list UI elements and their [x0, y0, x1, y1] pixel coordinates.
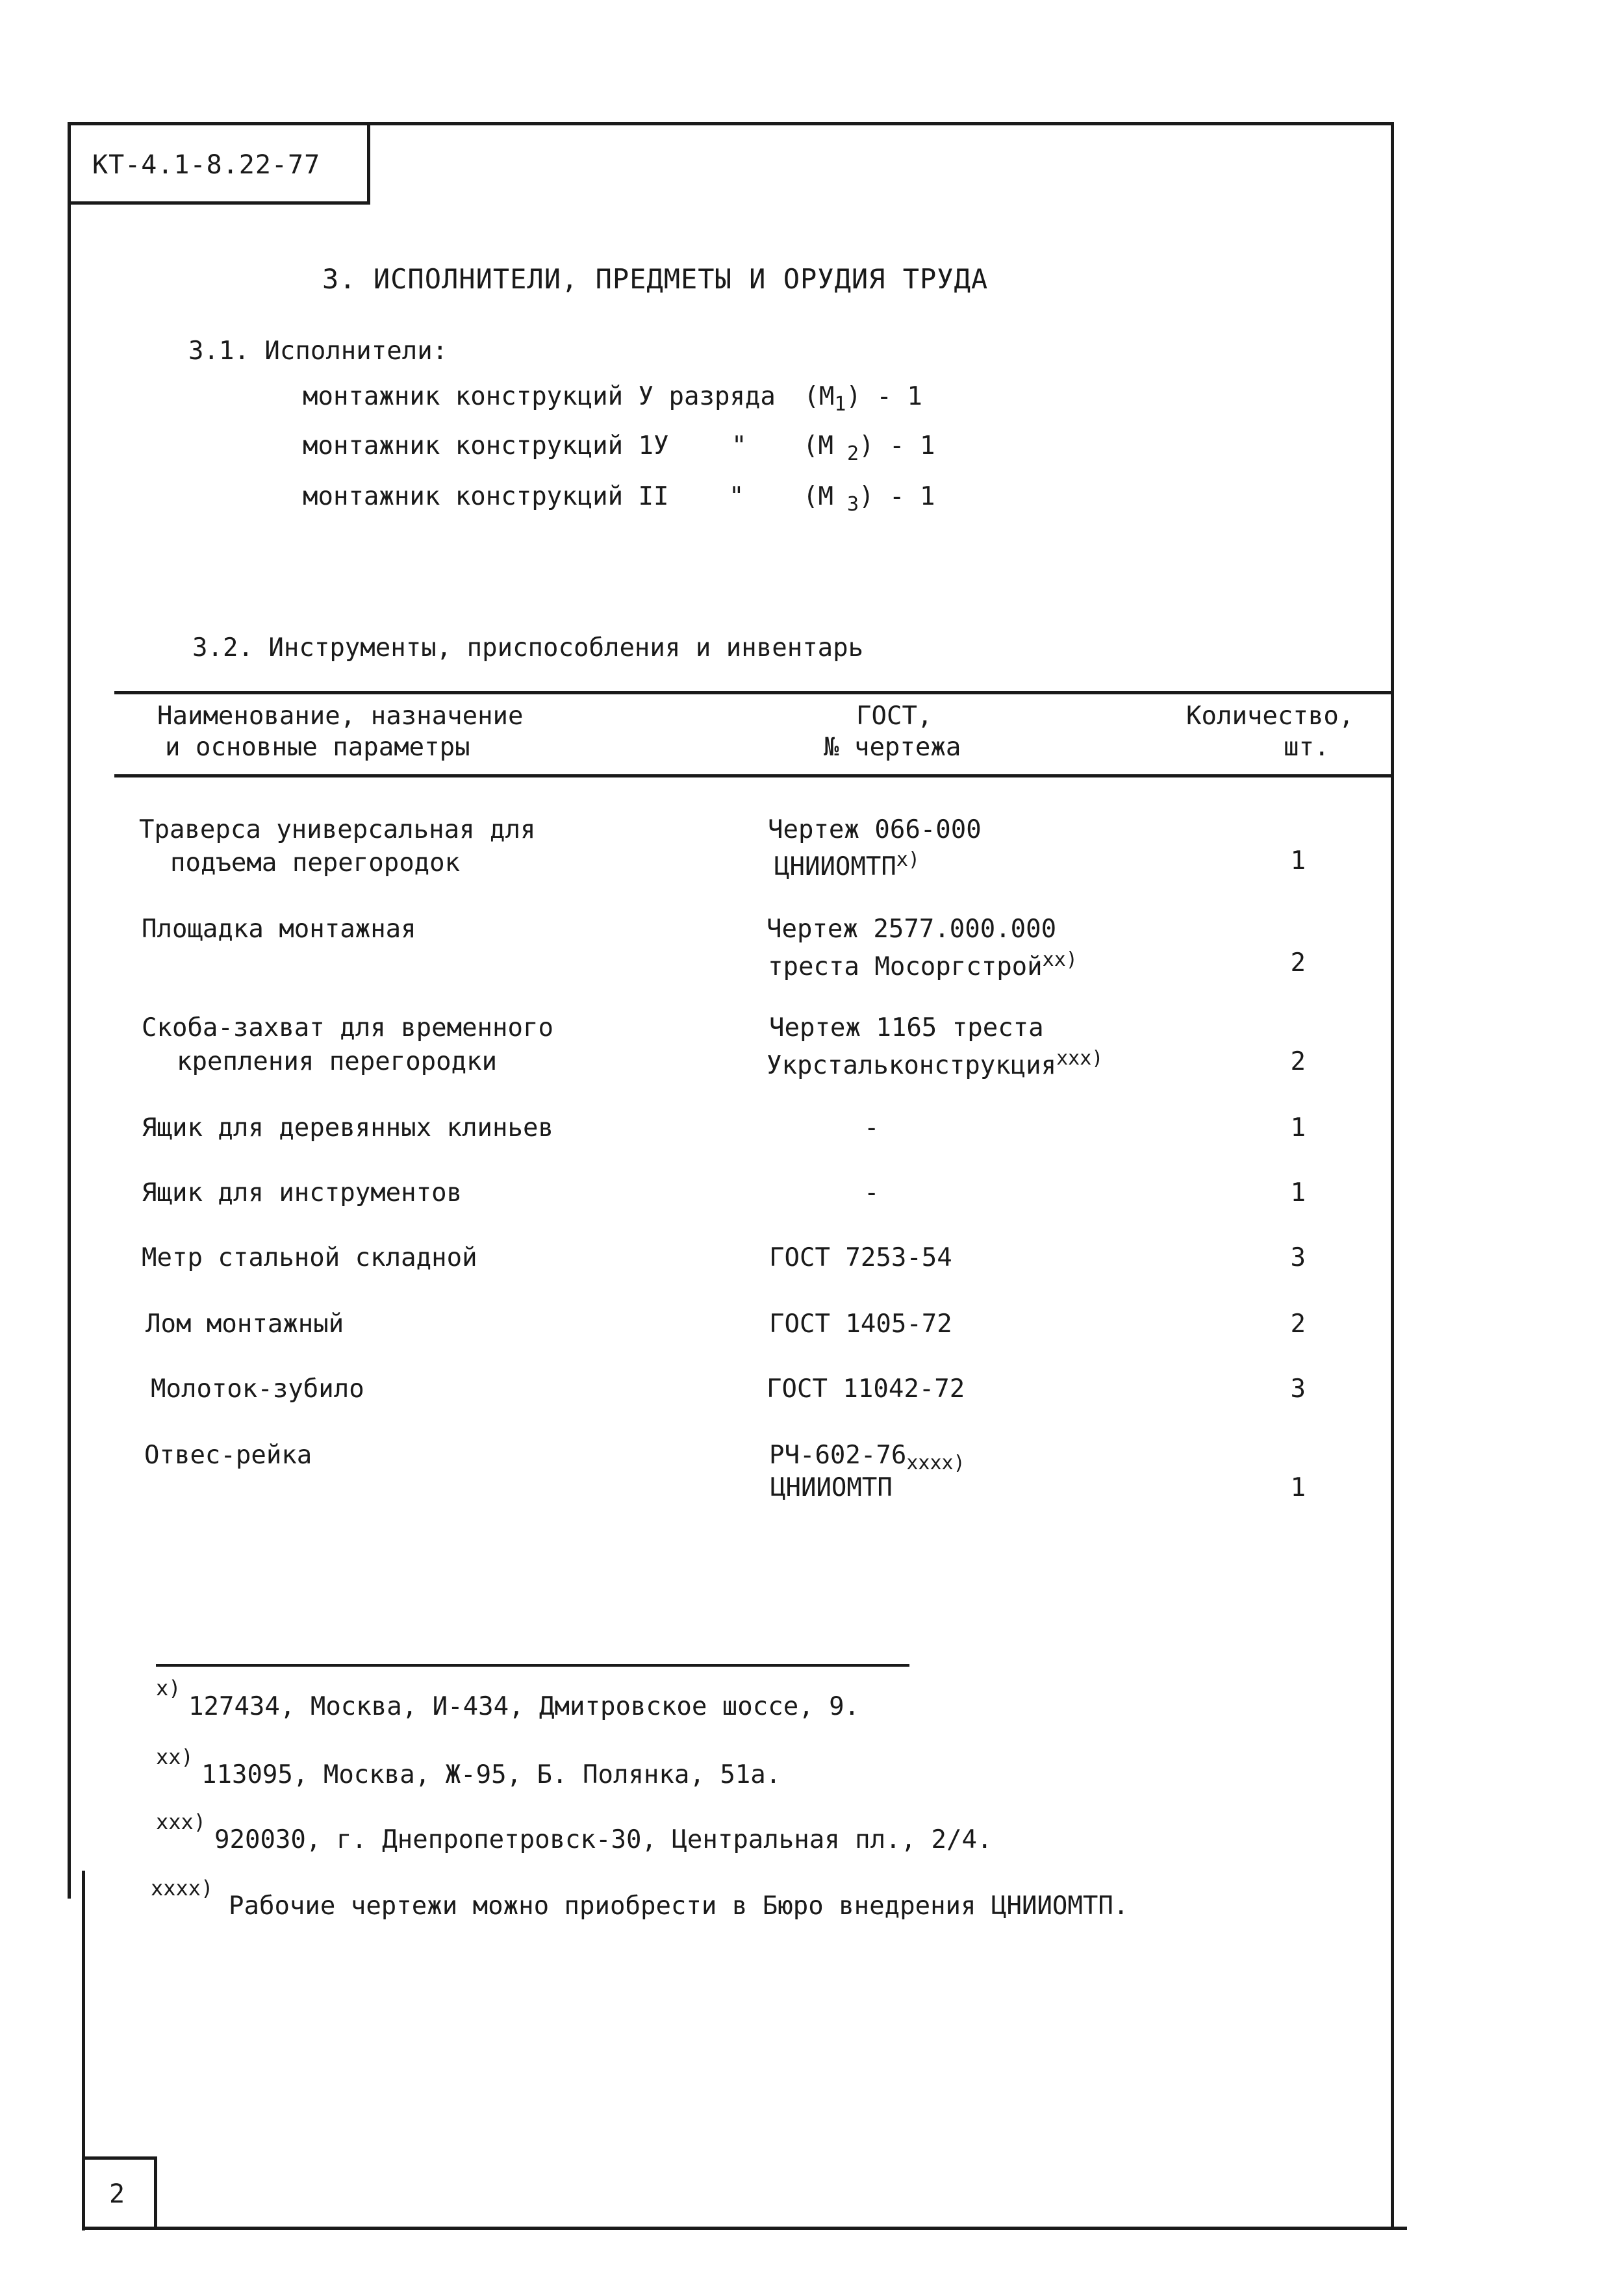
ditto-mark: " — [731, 431, 747, 461]
footnote-text: 127434, Москва, И-434, Дмитровское шоссе, 9. — [188, 1692, 860, 1721]
table-row-gost: ГОСТ 1405-72 — [769, 1309, 952, 1339]
table-row-gost-2 — [767, 1047, 1103, 1080]
page-number-box — [84, 2156, 157, 2229]
footnote-rule — [156, 1664, 909, 1667]
performer-symbol: (M — [804, 382, 835, 411]
column-name-header-2: и основные параметры — [165, 733, 470, 762]
gost-code: РЧ-602-76 — [769, 1441, 907, 1470]
column-gost-header-2: № чертежа — [824, 733, 961, 762]
table-row-gost: - — [864, 1113, 880, 1143]
frame-bottom — [82, 2227, 1407, 2230]
footnote-mark: xx) — [156, 1745, 194, 1769]
table-row-name-2: подъема перегородок — [170, 848, 461, 878]
table-row-name: Ящик для инструментов — [142, 1178, 463, 1207]
table-row-qty: 2 — [1290, 1047, 1306, 1076]
table-row-name: Отвес-рейка — [144, 1441, 312, 1470]
table-row-qty: 3 — [1290, 1374, 1306, 1404]
table-row-name: Траверса универсальная для — [139, 815, 536, 844]
performer-index: 2 — [847, 442, 859, 465]
table-row-gost: Чертеж 1165 треста — [769, 1013, 1044, 1042]
performer-count: ) - 1 — [846, 382, 922, 411]
table-row-gost-2 — [774, 848, 920, 881]
table-row-qty: 2 — [1290, 1309, 1306, 1339]
table-row-name: Метр стальной складной — [142, 1243, 477, 1272]
table-row-gost-2: ЦНИИОМТП — [770, 1473, 893, 1502]
footnote-ref: xxx) — [1056, 1047, 1104, 1070]
performer-count: ) - 1 — [859, 482, 935, 511]
ditto-mark: " — [729, 482, 744, 511]
table-top-rule — [114, 691, 1391, 694]
table-row-name: Скоба-захват для временного — [142, 1013, 553, 1042]
performer-index: 1 — [834, 392, 846, 416]
column-qty-header-2: шт. — [1284, 733, 1330, 762]
table-row-gost: ГОСТ 11042-72 — [767, 1374, 965, 1404]
gost-org: ЦНИИОМТП — [774, 852, 896, 881]
table-row-gost: ГОСТ 7253-54 — [769, 1243, 952, 1272]
table-row-gost: - — [864, 1178, 880, 1207]
table-row-name: Ящик для деревянных клиньев — [142, 1113, 553, 1143]
gost-org: Укрстальконструкция — [767, 1051, 1057, 1080]
page-number: 2 — [109, 2179, 125, 2209]
performer-row — [303, 382, 922, 416]
table-row-qty: 1 — [1290, 1178, 1306, 1207]
performer-row — [303, 431, 935, 465]
footnote-mark: xxx) — [156, 1810, 207, 1834]
table-row-qty: 1 — [1290, 846, 1306, 876]
footnote-ref: xx) — [1042, 948, 1078, 971]
footnote-mark: x) — [156, 1676, 181, 1700]
table-row-qty: 1 — [1290, 1473, 1306, 1502]
performer-role: монтажник конструкций 1У — [303, 431, 669, 461]
table-row-qty: 3 — [1290, 1243, 1306, 1272]
table-row-gost-2 — [768, 948, 1078, 981]
performer-role: монтажник конструкций У разряда — [303, 382, 776, 411]
table-row-qty: 2 — [1290, 948, 1306, 978]
performer-symbol: (M — [803, 482, 833, 511]
document-code: КТ-4.1-8.22-77 — [92, 150, 321, 180]
table-row-gost: Чертеж 066-000 — [768, 815, 982, 844]
performers-heading: 3.1. Исполнители: — [188, 336, 448, 366]
table-row-name: Площадка монтажная — [142, 915, 416, 944]
frame-right — [1391, 122, 1394, 2227]
table-row-qty: 1 — [1290, 1113, 1306, 1143]
column-name-header: Наименование, назначение — [157, 701, 524, 731]
column-gost-header: ГОСТ, — [856, 701, 933, 731]
performer-symbol: (M — [803, 431, 833, 461]
column-qty-header: Количество, — [1186, 701, 1354, 731]
table-row-gost: Чертеж 2577.000.000 — [767, 915, 1057, 944]
table-header-rule — [114, 774, 1391, 777]
footnote-ref: xxxx) — [906, 1451, 965, 1474]
footnote-ref: x) — [896, 848, 920, 871]
gost-org: треста Мосоргстрой — [768, 952, 1043, 981]
performer-index: 3 — [847, 492, 859, 516]
footnote-text: 920030, г. Днепропетровск-30, Центральная пл., 2/4. — [214, 1825, 993, 1854]
tools-heading: 3.2. Инструменты, приспособления и инвентарь — [192, 633, 864, 663]
table-row-gost — [769, 1441, 965, 1474]
table-row-name-2: крепления перегородки — [177, 1047, 498, 1076]
section-title: 3. ИСПОЛНИТЕЛИ, ПРЕДМЕТЫ И ОРУДИЯ ТРУДА — [322, 263, 989, 295]
footnote-text: Рабочие чертежи можно приобрести в Бюро внедрения ЦНИИОМТП. — [229, 1891, 1129, 1921]
table-row-name: Лом монтажный — [146, 1309, 344, 1339]
footnote-text: 113095, Москва, Ж-95, Б. Полянка, 51а. — [201, 1760, 781, 1789]
table-row-name: Молоток-зубило — [151, 1374, 364, 1404]
footnote-mark: xxxx) — [151, 1876, 214, 1901]
performer-row — [303, 482, 935, 516]
frame-left — [68, 122, 71, 1899]
performer-role: монтажник конструкций II — [303, 482, 669, 511]
performer-count: ) - 1 — [859, 431, 935, 461]
document-code-box — [68, 125, 370, 205]
